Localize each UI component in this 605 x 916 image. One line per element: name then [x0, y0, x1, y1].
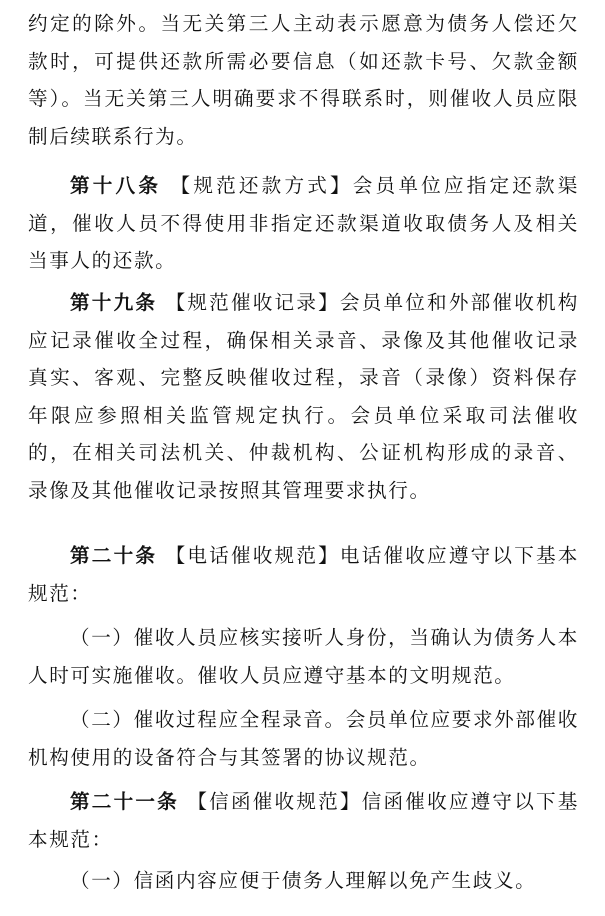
paragraph-continuation	[28, 5, 579, 155]
article-body: 信函催收应遵守以下基本规范：	[28, 790, 579, 851]
article-19	[28, 284, 579, 509]
clause-item	[28, 862, 579, 900]
clause-item	[28, 701, 579, 776]
paragraph-body: 约定的除外。当无关第三人主动表示愿意为债务人偿还欠款时，可提供还款所需必要信息（如还款卡号、欠款金额等）。当无关第三人明确要求不得联系时，则催收人员应限制后续联系行为。	[28, 12, 579, 148]
article-heading: 【规范还款方式】	[170, 174, 353, 197]
clause-body: （一）信函内容应便于债务人理解以免产生歧义。	[70, 869, 537, 892]
article-number: 第二十一条	[70, 790, 179, 813]
clause-body: （一）催收人员应核实接听人身份，当确认为债务人本人时可实施催收。催收人员应遵守基本的文明规范。	[28, 626, 579, 687]
article-heading: 【规范催收记录】	[165, 291, 340, 314]
article-body: 会员单位应指定还款渠道，催收人员不得使用非指定还款渠道收取债务人及相关当事人的还款。	[28, 174, 579, 272]
article-18	[28, 167, 579, 280]
article-heading: 【电话催收规范】	[165, 544, 340, 567]
article-number: 第十八条	[70, 174, 162, 197]
article-number: 第十九条	[70, 291, 158, 314]
article-20	[28, 537, 579, 612]
article-body: 电话催收应遵守以下基本规范：	[28, 544, 579, 605]
clause-item	[28, 619, 579, 694]
article-21	[28, 783, 579, 858]
clause-body: （二）催收过程应全程录音。会员单位应要求外部催收机构使用的设备符合与其签署的协议规范。	[28, 708, 579, 769]
article-number: 第二十条	[70, 544, 158, 567]
article-heading: 【信函催收规范】	[187, 790, 362, 813]
article-body: 会员单位和外部催收机构应记录催收全过程，确保相关录音、录像及其他催收记录真实、客观、完整反映催收过程，录音（录像）资料保存年限应参照相关监管规定执行。会员单位采取司法催收的，在相关司法机关、仲裁机构、公证机构形成的录音、录像及其他催收记录按照其管理要求执行。	[28, 291, 579, 502]
